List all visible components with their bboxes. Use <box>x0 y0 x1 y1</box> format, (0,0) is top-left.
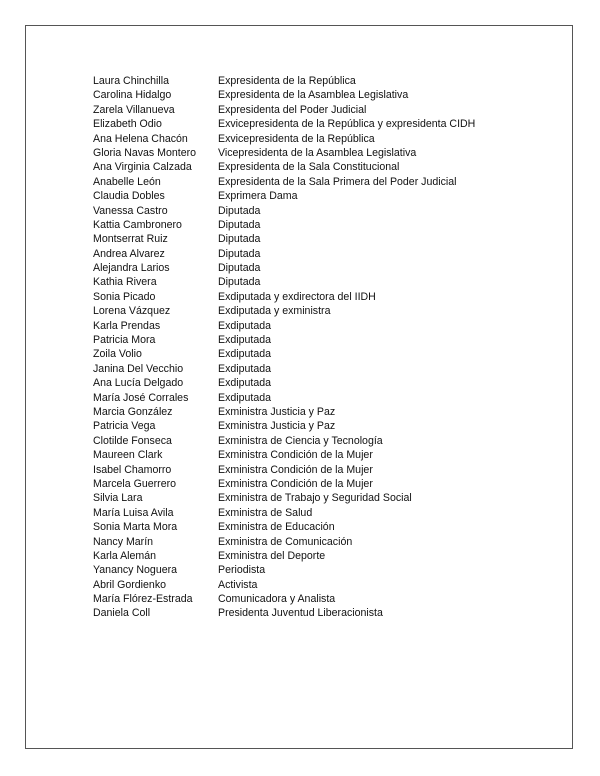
signatory-name: Gloria Navas Montero <box>93 146 197 159</box>
signatory-name: Patricia Vega <box>93 420 156 433</box>
list-item <box>93 362 533 376</box>
list-item <box>93 347 533 361</box>
signatory-role: Exvicepresidenta de la República y expresidenta CIDH <box>218 118 476 131</box>
list-item <box>93 477 533 491</box>
signatory-name: Silvia Lara <box>93 492 143 505</box>
list-item <box>93 419 533 433</box>
signatory-role: Exministra Condición de la Mujer <box>218 449 373 462</box>
list-item <box>93 304 533 318</box>
list-item <box>93 103 533 117</box>
signatory-role: Diputada <box>218 276 261 289</box>
signatory-name: Patricia Mora <box>93 334 156 347</box>
signatory-role: Exministra de Comunicación <box>218 535 353 548</box>
list-item <box>93 319 533 333</box>
signatory-role: Exministra Justicia y Paz <box>218 405 336 418</box>
signatory-name: Sonia Picado <box>93 290 156 303</box>
signatory-role: Presidenta Juventud Liberacionista <box>218 607 383 620</box>
list-item <box>93 290 533 304</box>
signatory-name: Alejandra Larios <box>93 262 170 275</box>
list-item <box>93 592 533 606</box>
signatory-name: Anabelle León <box>93 175 161 188</box>
list-item <box>93 146 533 160</box>
signatory-role: Expresidenta de la República <box>218 75 356 87</box>
signatory-role: Exdiputada <box>218 362 272 375</box>
list-item <box>93 563 533 577</box>
list-item <box>93 578 533 592</box>
signatory-name: Elizabeth Odio <box>93 118 162 131</box>
signatory-name: Ana Lucía Delgado <box>93 377 184 390</box>
signatory-name: Clotilde Fonseca <box>93 434 172 447</box>
signatory-role: Exdiputada <box>218 348 272 361</box>
signatory-role: Diputada <box>218 262 261 275</box>
signatory-role: Exministra de Educación <box>218 521 335 534</box>
signatory-role: Diputada <box>218 233 261 246</box>
signatory-role: Exministra de Trabajo y Seguridad Social <box>218 492 412 505</box>
signatory-name: Lorena Vázquez <box>93 305 171 318</box>
list-item <box>93 189 533 203</box>
signatory-role: Periodista <box>218 564 266 577</box>
signatory-name: Laura Chinchilla <box>93 75 169 87</box>
signatory-role: Expresidenta de la Asamblea Legislativa <box>218 89 409 102</box>
signatory-role: Comunicadora y Analista <box>218 593 336 606</box>
signatory-name: Maureen Clark <box>93 449 163 462</box>
signatory-role: Expresidenta de la Sala Primera del Poder Judicial <box>218 175 457 188</box>
signatory-name: Montserrat Ruiz <box>93 233 168 246</box>
signatory-name: Yanancy Noguera <box>93 564 178 577</box>
signatory-role: Expresidenta del Poder Judicial <box>218 103 367 116</box>
list-item <box>93 448 533 462</box>
list-item <box>93 247 533 261</box>
signatory-role: Exdiputada y exdirectora del IIDH <box>218 290 376 303</box>
signatory-name: Nancy Marín <box>93 535 154 548</box>
signatory-name: Vanessa Castro <box>93 204 168 217</box>
signatory-role: Diputada <box>218 247 261 260</box>
list-item <box>93 333 533 347</box>
signatory-role: Diputada <box>218 204 261 217</box>
signatory-name: Marcia González <box>93 405 173 418</box>
signatory-role: Exdiputada <box>218 334 272 347</box>
signatory-role: Exdiputada y exministra <box>218 305 331 318</box>
signatory-name: Sonia Marta Mora <box>93 521 178 534</box>
list-item <box>93 204 533 218</box>
signatory-role: Exdiputada <box>218 377 272 390</box>
list-item <box>93 218 533 232</box>
signatories-list <box>93 74 533 621</box>
list-item <box>93 506 533 520</box>
list-item <box>93 74 533 88</box>
signatory-role: Exdiputada <box>218 391 272 404</box>
signatory-name: Janina Del Vecchio <box>93 362 184 375</box>
signatory-role: Diputada <box>218 218 261 231</box>
list-item <box>93 232 533 246</box>
signatory-name: María Flórez-Estrada <box>93 593 193 606</box>
list-item <box>93 405 533 419</box>
list-item <box>93 160 533 174</box>
list-item <box>93 434 533 448</box>
list-item <box>93 88 533 102</box>
list-item <box>93 261 533 275</box>
signatory-name: Abril Gordienko <box>93 578 167 591</box>
signatory-name: Daniela Coll <box>93 607 151 620</box>
list-item <box>93 117 533 131</box>
list-item <box>93 535 533 549</box>
signatory-name: Carolina Hidalgo <box>93 89 172 102</box>
signatory-role: Exministra Condición de la Mujer <box>218 477 373 490</box>
signatory-role: Expresidenta de la Sala Constitucional <box>218 161 400 174</box>
list-item <box>93 132 533 146</box>
signatory-name: Ana Helena Chacón <box>93 132 188 145</box>
signatory-name: Ana Virginia Calzada <box>93 161 192 174</box>
signatory-role: Exministra de Ciencia y Tecnología <box>218 434 383 447</box>
signatory-role: Exministra de Salud <box>218 506 313 519</box>
signatory-role: Vicepresidenta de la Asamblea Legislativa <box>218 146 417 159</box>
signatory-name: Isabel Chamorro <box>93 463 172 476</box>
signatory-name: María José Corrales <box>93 391 189 404</box>
signatory-name: Zoila Volio <box>93 348 142 361</box>
signatory-name: Claudia Dobles <box>93 190 165 203</box>
list-item <box>93 391 533 405</box>
list-item <box>93 175 533 189</box>
signatory-name: Zarela Villanueva <box>93 103 175 116</box>
signatory-role: Exministra Condición de la Mujer <box>218 463 373 476</box>
signatory-name: Karla Prendas <box>93 319 161 332</box>
list-item <box>93 463 533 477</box>
signatory-role: Exprimera Dama <box>218 190 298 203</box>
signatory-name: Andrea Alvarez <box>93 247 165 260</box>
signatory-role: Exdiputada <box>218 319 272 332</box>
signatory-name: Kathia Rivera <box>93 276 157 289</box>
list-item <box>93 275 533 289</box>
signatory-name: Kattia Cambronero <box>93 218 182 231</box>
signatory-role: Activista <box>218 578 258 591</box>
list-item <box>93 606 533 620</box>
list-item <box>93 491 533 505</box>
signatory-role: Exvicepresidenta de la República <box>218 132 375 145</box>
signatory-role: Exministra del Deporte <box>218 549 326 562</box>
list-item <box>93 520 533 534</box>
signatory-name: Karla Alemán <box>93 549 157 562</box>
signatory-name: Marcela Guerrero <box>93 477 177 490</box>
list-item <box>93 376 533 390</box>
list-item <box>93 549 533 563</box>
signatory-role: Exministra Justicia y Paz <box>218 420 336 433</box>
signatory-name: María Luisa Avila <box>93 506 174 519</box>
